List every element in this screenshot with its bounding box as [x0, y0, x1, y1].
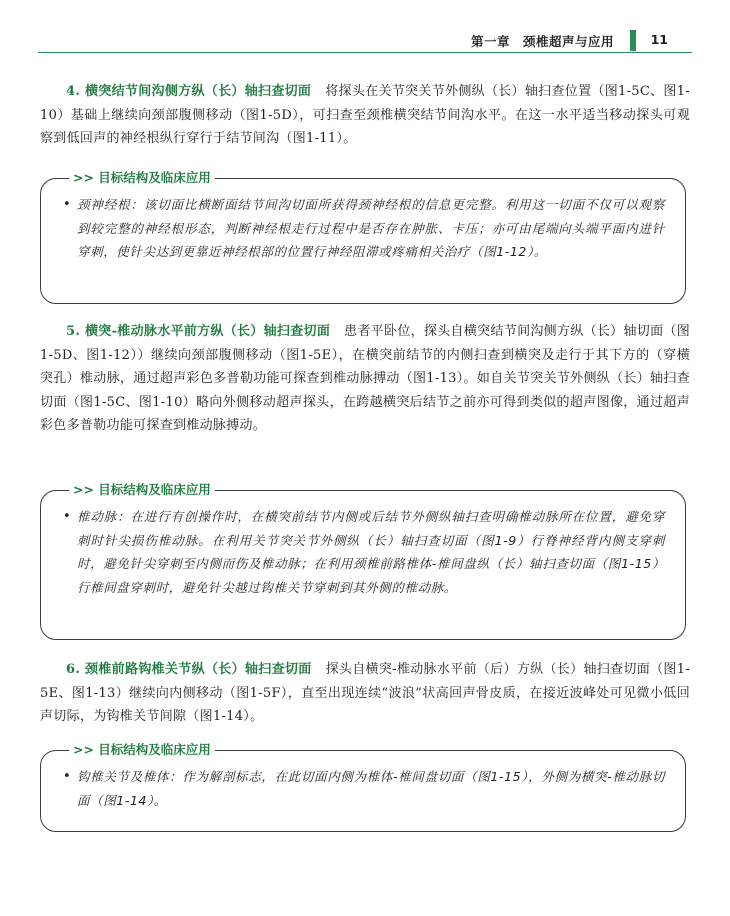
- section-6-goal-label: >> 目标结构及临床应用: [69, 741, 215, 759]
- section-4-body: 将探头在关节突关节外侧纵（长）轴扫查位置（图1-5C、图1-10）基础上继续向颈部腹侧移动（图1-5D），可扫查至颈椎横突结节间沟水平。在这一水平适当移动探头可观察到低回声的神经根纵行穿行于结节间沟（图1-11）。: [40, 84, 690, 146]
- section-5-heading: 5. 横突-椎动脉水平前方纵（长）轴扫查切面: [66, 324, 331, 339]
- section-5-paragraph: [40, 320, 690, 438]
- section-4-goal-text: [41, 179, 685, 264]
- section-6-heading: 6. 颈椎前路钩椎关节纵（长）轴扫查切面: [66, 662, 312, 677]
- section-6-goal-box: [40, 742, 686, 832]
- section-4-goal-box: [40, 170, 686, 304]
- bullet-icon: •: [63, 769, 72, 784]
- bullet-icon: •: [63, 509, 72, 524]
- section-6-goal-body: 钩椎关节及椎体：作为解剖标志，在此切面内侧为椎体-椎间盘切面（图1-15），外侧为横突-椎动脉切面（图1-14）。: [77, 769, 665, 808]
- section-4-paragraph: [40, 80, 690, 151]
- section-5-goal-body: 椎动脉：在进行有创操作时，在横突前结节内侧或后结节外侧纵轴扫查明确椎动脉所在位置，避免穿刺时针尖损伤椎动脉。在利用关节突关节外侧纵（长）轴扫查切面（图1-9）行脊神经背内侧支穿刺时，避免针尖穿刺至内侧而伤及椎动脉；在利用颈椎前路椎体-椎间盘纵（长）轴扫查切面（图1-15）行椎间盘穿刺时，避免针尖越过钩椎关节穿刺到其外侧的椎动脉。: [77, 509, 665, 595]
- section-5-goal-text: [41, 491, 685, 599]
- section-6-goal-text: [41, 751, 685, 812]
- running-header: [38, 30, 692, 53]
- section-4-goal-label: >> 目标结构及临床应用: [69, 169, 215, 187]
- page-number: 11: [650, 32, 668, 47]
- section-4-heading: 4. 横突结节间沟侧方纵（长）轴扫查切面: [66, 84, 312, 99]
- section-5-goal-box: [40, 482, 686, 640]
- section-5-goal-label: >> 目标结构及临床应用: [69, 481, 215, 499]
- section-5-body: 患者平卧位，探头自横突结节间沟侧方纵（长）轴切面（图1-5D、图1-12））继续向颈部腹侧移动（图1-5E），在横突前结节的内侧扫查到横突及走行于其下方的（穿横突孔）椎动脉，通过超声彩色多普勒功能可探查到椎动脉搏动（图1-13）。如自关节突关节外侧纵（长）轴扫查切面（图1-5C、图1-10）略向外侧移动超声探头，在跨越横突后结节之前亦可得到类似的超声图像，通过超声彩色多普勒功能可探查到椎动脉搏动。: [40, 324, 690, 433]
- bullet-icon: •: [63, 197, 72, 212]
- header-accent-bar: [630, 30, 636, 51]
- chapter-title: 第一章 颈椎超声与应用: [470, 34, 614, 49]
- section-6-paragraph: [40, 658, 690, 729]
- section-4-goal-body: 颈神经根：该切面比横断面结节间沟切面所获得颈神经根的信息更完整。利用这一切面不仅可以观察到较完整的神经根形态，判断神经根走行过程中是否存在肿胀、卡压；亦可由尾端向头端平面内进针穿刺，使针尖达到更靠近神经根部的位置行神经阻滞或疼痛相关治疗（图1-12）。: [77, 197, 665, 259]
- section-6-body: 探头自横突-椎动脉水平前（后）方纵（长）轴扫查切面（图1-5E、图1-13）继续向内侧移动（图1-5F），直至出现连续“波浪”状高回声骨皮质，在接近波峰处可见微小低回声切际，为钩椎关节间隙（图1-14）。: [40, 662, 690, 724]
